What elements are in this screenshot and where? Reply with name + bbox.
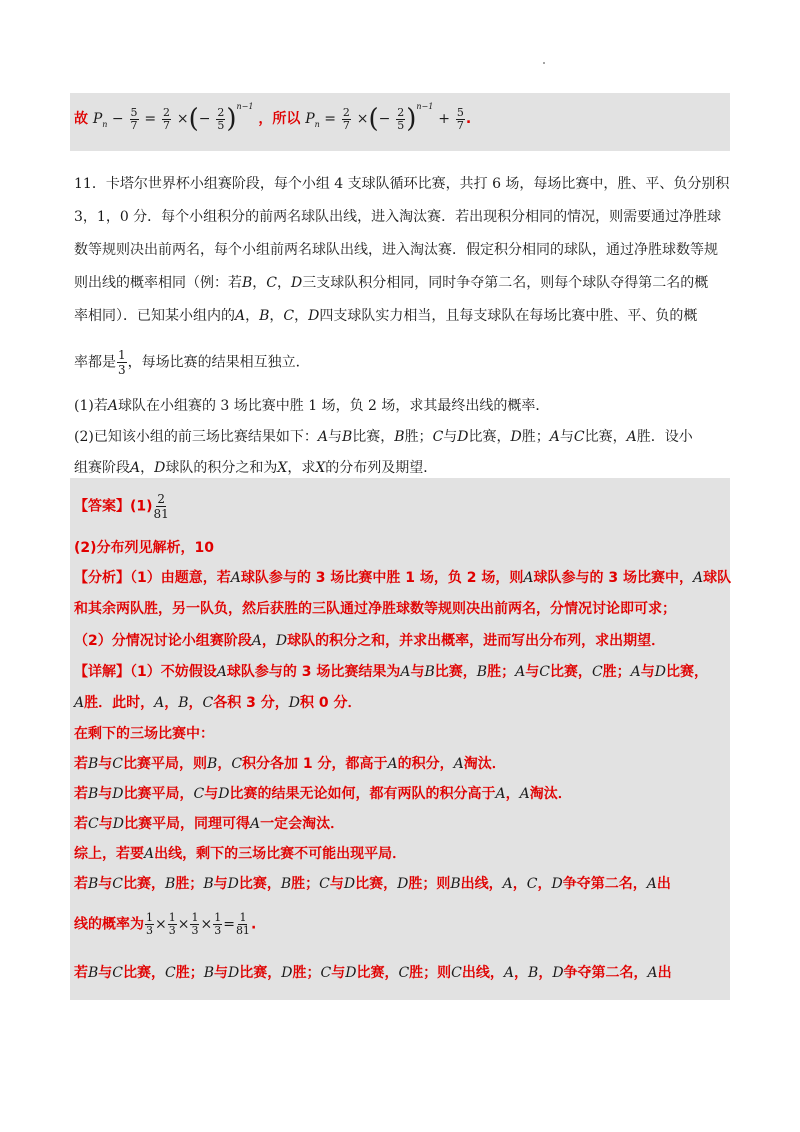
analysis-line-3: （2）分情况讨论小组赛阶段A，D球队的积分之和，并求出概率，进而写出分布列，求出期望． [74,633,666,649]
case-line-3: 若C与D比赛平局，同理可得A一定会淘汰． [74,816,345,832]
detail-line-1: 【详解】（1）不妨假设A球队参与的 3 场比赛结果为A与B比赛，B胜；A与C比赛，C胜；A与D比赛， [74,664,709,680]
result-line-3: 若B与C比赛，C胜；B与D比赛，D胜；C与D比赛，C胜；则C出线，A，B，D争夺第二名，A出 [74,965,672,981]
question-line-2: 3，1，0 分．每个小组积分的前两名球队出线，进入淘汰赛．若出现积分相同的情况，则需要通过净胜球 [74,209,722,225]
question-line-5: 率相同）．已知某小组内的A，B，C，D四支球队实力相当，且每支球队在每场比赛中胜、平、负的概 [74,308,698,324]
analysis-line-2: 和其余两队胜，另一队负，然后获胜的三队通过净胜球数等规则决出前两名，分情况讨论即可求； [74,601,676,617]
formula-line: 故 $P_n$ − $\frac{5}{7}$ = $\frac{2}{7}$ ×(− $\frac{2}{5}$ )$^{n-1}$ ，所以 $P_n$ = $\frac{2}{7}$ ×(− $\frac{2}{5}$ )$^{n-1}$ + $\frac{5}{7}$ . [74,102,472,134]
question-part-1: (1)若A球队在小组赛的 3 场比赛中胜 1 场，负 2 场，求其最终出线的概率． [74,398,550,414]
question-part-2-cont: 组赛阶段A，D球队的积分之和为X，求X的分布列及期望． [74,460,438,476]
detail-line-2: A胜．此时，A，B，C各积 3 分，D积 0 分． [74,695,362,711]
question-line-3: 数等规则决出前两名，每个小组前两名球队出线，进入淘汰赛．假定积分相同的球队，通过净胜球数等规 [74,242,718,258]
case-line-2: 若B与D比赛平局，C与D比赛的结果无论如何，都有两队的积分高于A，A淘汰． [74,786,572,802]
answer-part-2: (2)分布列见解析，10 [74,540,215,556]
result-line-2: 线的概率为 $\frac{1}{3}$ × $\frac{1}{3}$ × $\frac{1}{3}$ × $\frac{1}{3}$ = $\frac{1}{81}$ . [74,911,257,937]
case-line-1: 若B与C比赛平局，则B，C积分各加 1 分，都高于A的积分，A淘汰． [74,756,506,772]
question-line-4: 则出线的概率相同（例：若B，C，D三支球队积分相同，同时争夺第二名，则每个球队夺得第二名的概 [74,275,709,291]
question-line-6: 率都是 $\frac{1}{3}$ ，每场比赛的结果相互独立． [74,348,310,377]
summary-line: 综上，若要A出线，剩下的三场比赛不可能出现平局． [74,846,407,862]
result-line-1: 若B与C比赛，B胜；B与D比赛，B胜；C与D比赛，D胜；则B出线，A，C，D争夺第二名，A出 [74,876,671,892]
answer-line: 【答案】(1) $\frac{2}{81}$ [74,492,169,521]
detail-line-3: 在剩下的三场比赛中： [74,726,214,742]
page-dot [543,62,545,64]
question-line-1: 11．卡塔尔世界杯小组赛阶段，每个小组 4 支球队循环比赛，共打 6 场，每场比赛中，胜、平、负分别积 [74,176,730,192]
question-part-2: (2)已知该小组的前三场比赛结果如下：A与B比赛，B胜；C与D比赛，D胜；A与C比赛，A胜．设小 [74,429,693,445]
analysis-line-1: 【分析】（1）由题意，若A球队参与的 3 场比赛中胜 1 场，负 2 场，则A球队参与的 3 场比赛中，A球队 [74,570,732,586]
